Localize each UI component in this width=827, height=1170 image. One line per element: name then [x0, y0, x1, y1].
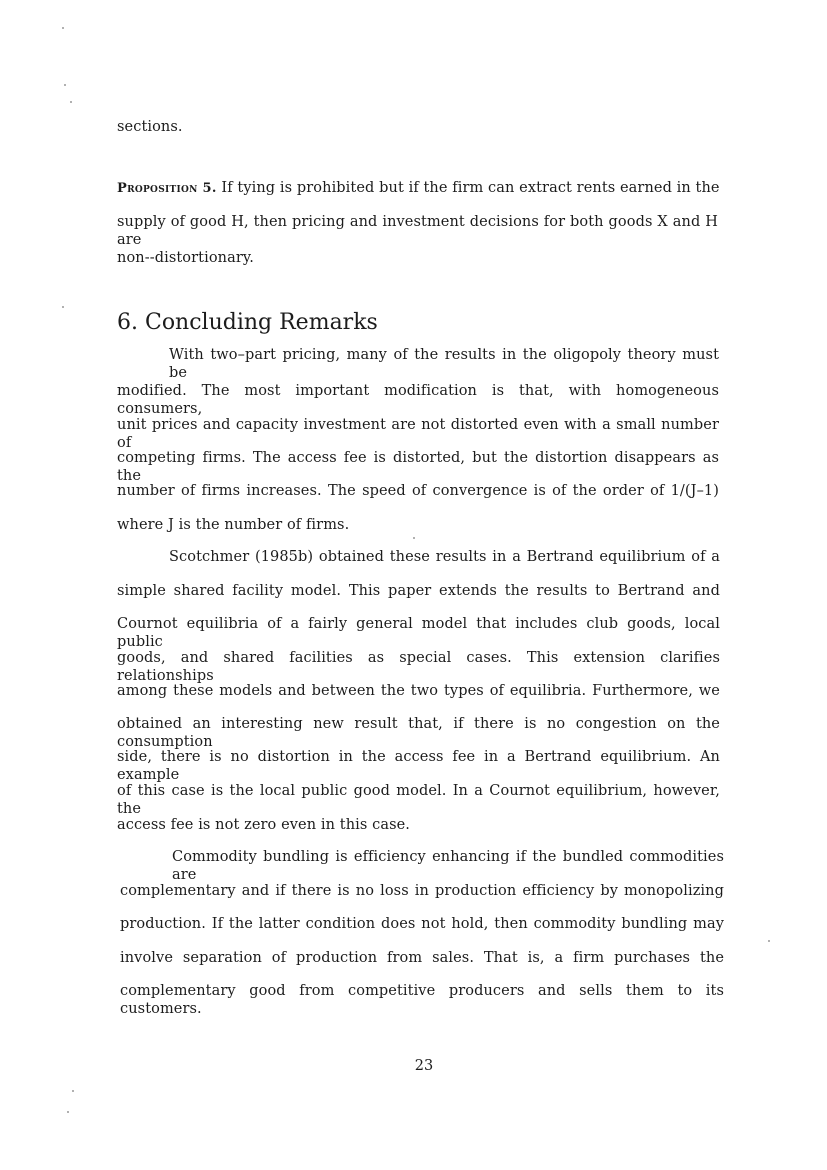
proposition-text-1: If tying is prohibited but if the firm can extract rents earned in the — [221, 180, 720, 196]
paragraph-1-line-2: modified. The most important modification is that, with homogeneous consumers, — [117, 383, 719, 417]
paragraph-1-line-3: unit prices and capacity investment are not distorted even with a small number of — [117, 417, 719, 451]
paragraph-2-line-2: simple shared facility model. This paper extends the results to Bertrand and — [117, 583, 720, 599]
paragraph-2-line-7: side, there is no distortion in the access fee in a Bertrand equilibrium. An example — [117, 749, 720, 783]
proposition-line-3: non--distortionary. — [117, 250, 254, 266]
paragraph-3-line-2: complementary and if there is no loss in production efficiency by monopolizing — [120, 883, 724, 899]
proposition-line-1 — [117, 179, 718, 198]
paragraph-1-line-5: number of firms increases. The speed of convergence is of the order of 1/(J–1) — [117, 483, 719, 499]
paragraph-2-line-6: obtained an interesting new result that, if there is no congestion on the consumption — [117, 716, 720, 750]
scan-speck — [64, 84, 66, 86]
section-heading: 6. Concluding Remarks — [117, 310, 378, 335]
proposition-label: Proposition 5. — [117, 181, 217, 196]
scan-speck — [62, 306, 64, 308]
paragraph-2-line-9: access fee is not zero even in this case. — [117, 817, 411, 833]
paragraph-3-line-5: complementary good from competitive producers and sells them to its customers. — [120, 983, 724, 1017]
paragraph-2-line-4: goods, and shared facilities as special cases. This extension clarifies relationships — [117, 650, 720, 684]
proposition-line-2: supply of good H, then pricing and investment decisions for both goods X and H are — [117, 214, 718, 248]
paragraph-2-line-3: Cournot equilibria of a fairly general model that includes club goods, local public — [117, 616, 720, 650]
paragraph-1-line-6: where J is the number of firms. — [117, 517, 350, 533]
section-fragment: sections. — [117, 119, 183, 135]
paragraph-3-line-3: production. If the latter condition does not hold, then commodity bundling may — [120, 916, 724, 932]
paragraph-3-line-1: Commodity bundling is efficiency enhancing if the bundled commodities are — [172, 849, 724, 883]
scan-speck — [70, 101, 72, 103]
paragraph-2-line-5: among these models and between the two types of equilibria. Furthermore, we — [117, 683, 720, 699]
paragraph-2-line-8: of this case is the local public good model. In a Cournot equilibrium, however, the — [117, 783, 720, 817]
scan-speck — [72, 1090, 74, 1092]
scan-speck — [62, 27, 64, 29]
scan-speck — [413, 537, 415, 539]
paragraph-1-line-4: competing firms. The access fee is distorted, but the distortion disappears as the — [117, 450, 719, 484]
scan-speck — [67, 1111, 69, 1113]
paragraph-3-line-4: involve separation of production from sales. That is, a firm purchases the — [120, 950, 724, 966]
paragraph-1-line-1: With two–part pricing, many of the results in the oligopoly theory must be — [169, 347, 719, 381]
scan-speck — [768, 940, 770, 942]
paragraph-2-line-1: Scotchmer (1985b) obtained these results in a Bertrand equilibrium of a — [169, 549, 720, 565]
page-number: 23 — [414, 1058, 434, 1074]
